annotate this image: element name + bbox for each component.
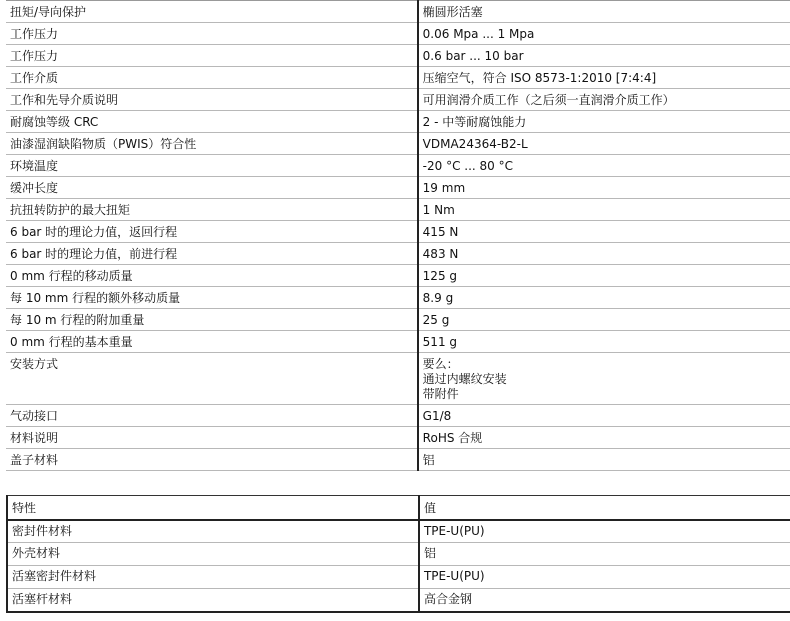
value-line: 要么： bbox=[422, 357, 459, 371]
property-cell: 气动接口 bbox=[6, 405, 418, 427]
value-cell: 483 N bbox=[418, 243, 790, 265]
table-row bbox=[6, 449, 790, 471]
value-cell: 0.06 Mpa ... 1 Mpa bbox=[418, 23, 790, 45]
table-row bbox=[6, 353, 790, 405]
table-row bbox=[6, 405, 790, 427]
property-cell: 0 mm 行程的基本重量 bbox=[6, 331, 418, 353]
value-cell: G1/8 bbox=[418, 405, 790, 427]
property-cell: 环境温度 bbox=[6, 155, 418, 177]
table-row bbox=[7, 566, 790, 589]
table-header-row bbox=[7, 496, 790, 520]
materials-table bbox=[6, 495, 790, 613]
table-row bbox=[6, 177, 790, 199]
table-row bbox=[6, 427, 790, 449]
value-cell: 铝 bbox=[419, 543, 790, 566]
property-cell: 活塞密封件材料 bbox=[7, 566, 419, 589]
value-line: 通过内螺纹安装 bbox=[422, 372, 507, 386]
property-cell: 盖子材料 bbox=[6, 449, 418, 471]
value-cell: 1 Nm bbox=[418, 199, 790, 221]
value-cell: 8.9 g bbox=[418, 287, 790, 309]
value-cell: 高合金钢 bbox=[419, 589, 790, 612]
table-row bbox=[6, 309, 790, 331]
header-property: 特性 bbox=[7, 496, 419, 520]
value-cell bbox=[418, 353, 790, 405]
table-row bbox=[6, 199, 790, 221]
value-cell: TPE-U(PU) bbox=[419, 566, 790, 589]
table-row bbox=[6, 111, 790, 133]
table-row bbox=[6, 89, 790, 111]
property-cell: 缓冲长度 bbox=[6, 177, 418, 199]
value-cell: VDMA24364-B2-L bbox=[418, 133, 790, 155]
property-cell: 密封件材料 bbox=[7, 520, 419, 543]
property-cell: 工作和先导介质说明 bbox=[6, 89, 418, 111]
property-cell: 油漆湿润缺陷物质（PWIS）符合性 bbox=[6, 133, 418, 155]
property-cell: 扭矩/导向保护 bbox=[6, 1, 418, 23]
value-cell: TPE-U(PU) bbox=[419, 520, 790, 543]
technical-data-table bbox=[6, 0, 790, 471]
table-row bbox=[6, 265, 790, 287]
value-cell: 25 g bbox=[418, 309, 790, 331]
header-value: 值 bbox=[419, 496, 790, 520]
table-row bbox=[6, 243, 790, 265]
property-cell: 每 10 mm 行程的额外移动质量 bbox=[6, 287, 418, 309]
value-cell: 2 - 中等耐腐蚀能力 bbox=[418, 111, 790, 133]
property-cell: 耐腐蚀等级 CRC bbox=[6, 111, 418, 133]
value-cell: 125 g bbox=[418, 265, 790, 287]
property-cell: 外壳材料 bbox=[7, 543, 419, 566]
property-cell: 6 bar 时的理论力值，返回行程 bbox=[6, 221, 418, 243]
property-cell: 材料说明 bbox=[6, 427, 418, 449]
table-row bbox=[7, 543, 790, 566]
property-cell: 抗扭转防护的最大扭矩 bbox=[6, 199, 418, 221]
table-row bbox=[6, 133, 790, 155]
value-cell: 压缩空气，符合 ISO 8573-1:2010 [7:4:4] bbox=[418, 67, 790, 89]
property-cell: 安装方式 bbox=[6, 353, 418, 405]
table-row bbox=[6, 1, 790, 23]
property-cell: 工作介质 bbox=[6, 67, 418, 89]
table-row bbox=[6, 23, 790, 45]
value-line: 带附件 bbox=[422, 387, 459, 401]
value-cell: -20 °C ... 80 °C bbox=[418, 155, 790, 177]
value-cell: 可用润滑介质工作（之后须一直润滑介质工作） bbox=[418, 89, 790, 111]
property-cell: 每 10 m 行程的附加重量 bbox=[6, 309, 418, 331]
value-cell: RoHS 合规 bbox=[418, 427, 790, 449]
property-cell: 工作压力 bbox=[6, 45, 418, 67]
property-cell: 6 bar 时的理论力值，前进行程 bbox=[6, 243, 418, 265]
table-row bbox=[6, 67, 790, 89]
table-row bbox=[6, 221, 790, 243]
value-cell: 椭圆形活塞 bbox=[418, 1, 790, 23]
value-cell: 铝 bbox=[418, 449, 790, 471]
value-cell: 19 mm bbox=[418, 177, 790, 199]
value-cell: 0.6 bar ... 10 bar bbox=[418, 45, 790, 67]
property-cell: 工作压力 bbox=[6, 23, 418, 45]
table-row bbox=[6, 331, 790, 353]
table-row bbox=[7, 589, 790, 612]
table-row bbox=[7, 520, 790, 543]
value-cell: 415 N bbox=[418, 221, 790, 243]
value-cell: 511 g bbox=[418, 331, 790, 353]
property-cell: 活塞杆材料 bbox=[7, 589, 419, 612]
property-cell: 0 mm 行程的移动质量 bbox=[6, 265, 418, 287]
table-row bbox=[6, 287, 790, 309]
table-row bbox=[6, 155, 790, 177]
table-row bbox=[6, 45, 790, 67]
